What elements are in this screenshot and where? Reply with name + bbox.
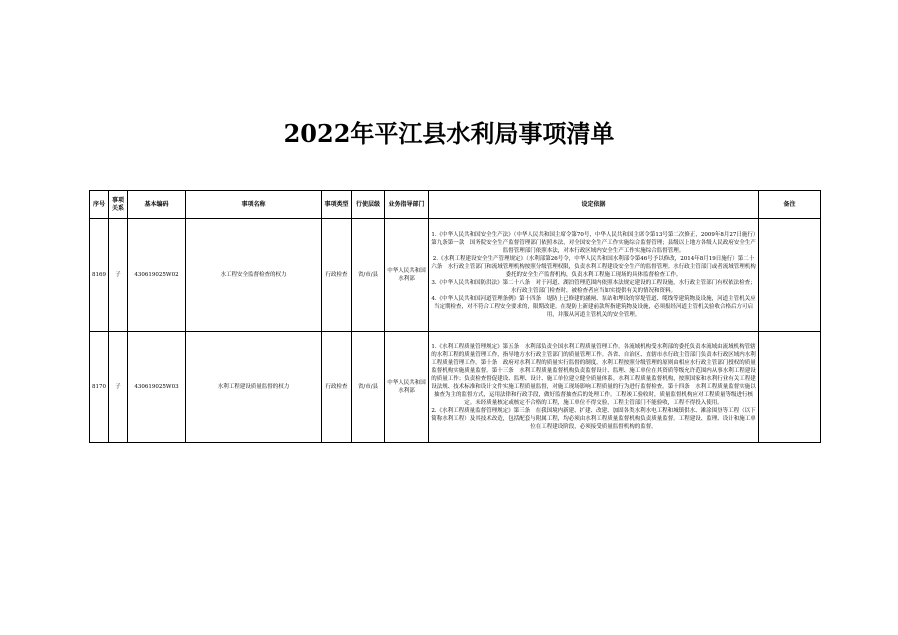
cell-basis [429,332,759,443]
cell-relation: 子 [109,332,128,443]
header-type: 事项类型 [322,191,352,219]
basis-paragraph: 2.《水利工程质量监督管理规定》第三条 在我国境内新建、扩建、改建、加固各类水利水电工程和城镇供水、滩涂围垦等工程（以下简称水利工程）及其技术改造，包括配套与附属工程，均必须由水利工程质量监督机构负责质量监督。工程建设、监理、设计和施工单位在工程建设阶段，必须接受质量监督机构的监督。 [431,408,756,430]
table-row [90,332,821,443]
table-row [90,219,821,332]
header-dept: 业务指导部门 [385,191,429,219]
header-seq: 序号 [90,191,109,219]
document-title: 2022年平江县水利局事项清单 [283,119,615,148]
cell-code: 430619025W03 [128,332,186,443]
cell-note [759,219,821,332]
basis-paragraph: 2.《水利工程建设安全生产管理规定》（水利部第26号令，中华人民共和国水利部令第46号予以修改，2014年8月19日施行）第二十六条 水行政主管部门和流域管理机构按照分级管理权限，负责水利工程建设安全生产的监督管理。水行政主管部门或者流域管理机构委托的安全生产监督机构，负责水利工程施工现场的具体监督检查工作。 [431,256,756,278]
table-header-row [90,191,821,219]
header-note: 备注 [759,191,821,219]
basis-paragraph: 1.《水利工程质量管理规定》第五条 水利部负责全国水利工程质量管理工作。各流域机构受水利部的委托负责本流域由流域机构管辖的水利工程的质量管理工作，指导地方水行政主管部门的质量管理工作。各省、自治区、直辖市水行政主管部门负责本行政区域内水利工程质量管理工作。第十条 政府对水利工程的质量实行监督的制度。水利工程按照分级管理的原则由相应水行政主管部门授权的质量监督机构实施质量监督。第十三条 水利工程质量监督机构负责监督设计、监理、施工单位在其资质等级允许范围内从事水利工程建设的质量工作；负责检查督促建设、监理、设计、施工单位建立健全质量体系。水利工程质量监督机构，按照国家和水利行业有关工程建设法规、技术标准和设计文件实施工程质量监督，对施工现场影响工程质量的行为进行监督检查。第十四条 水利工程质量监督实施以抽查为主的监督方式，运用法律和行政手段，做好监督抽查后的处理工作。工程竣工验收时，质量监督机构应对工程质量等级进行核定。未经质量核定或核定不合格的工程，施工单位不得交验，工程主管部门不能验收，工程不得投入使用。 [431,344,756,406]
items-table [89,190,821,443]
cell-name: 水利工程建设质量监督的权力 [186,332,322,443]
cell-type: 行政检查 [322,219,352,332]
basis-paragraph: 1.《中华人民共和国安全生产法》（中华人民共和国主席令第70号，中华人民共和国主席令第13号第二次修正，2009年8月27日施行）第九条第一款 国务院安全生产监督管理部门依照本法，对全国安全生产工作实施综合监督管理；县级以上地方各级人民政府安全生产监督管理部门依照本法，对本行政区域内安全生产工作实施综合监督管理。 [431,232,756,254]
cell-level: 省/市/县 [352,332,385,443]
cell-seq: 8169 [90,219,109,332]
cell-relation: 子 [109,219,128,332]
cell-dept: 中华人民共和国水利部 [385,332,429,443]
basis-paragraph: 4.《中华人民共和国河道管理条例》第十四条 堤防上已修建的涵闸、泵站和埋设的穿堤管道、缆线等建筑物及设施，河道主管机关应当定期检查，对不符合工程安全要求的，限期改建。在堤防上新建前款所指建筑物及设施，必须报经河道主管机关验收合格后方可启用，并服从河道主管机关的安全管理。 [431,296,756,318]
cell-code: 430619025W02 [128,219,186,332]
header-code: 基本编码 [128,191,186,219]
header-level: 行使层级 [352,191,385,219]
cell-seq: 8170 [90,332,109,443]
header-name: 事项名称 [186,191,322,219]
header-relation: 事项关系 [109,191,128,219]
cell-basis [429,219,759,332]
cell-level: 省/市/县 [352,219,385,332]
cell-dept: 中华人民共和国水利部 [385,219,429,332]
cell-note [759,332,821,443]
cell-type: 行政检查 [322,332,352,443]
header-basis: 设定依据 [429,191,759,219]
cell-name: 水工程安全监督检查的权力 [186,219,322,332]
basis-paragraph: 3.《中华人民共和国防洪法》第二十八条 对于河道、湖泊管理范围内依照本法规定建设的工程设施，水行政主管部门有权依法检查；水行政主管部门检查时，被检查者应当如实提供有关的情况和资料。 [431,280,756,294]
